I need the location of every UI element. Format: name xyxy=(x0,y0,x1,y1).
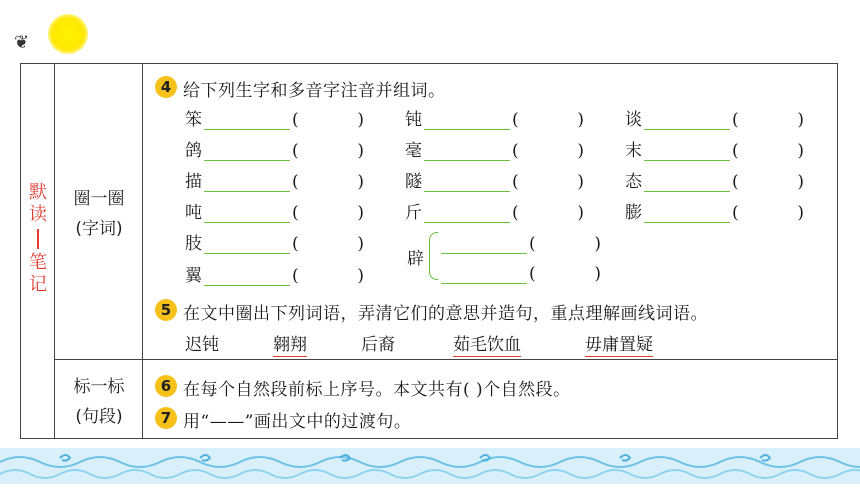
word-houyi: 后裔 xyxy=(361,335,395,355)
side-char: 读 xyxy=(29,204,47,225)
pinyin-parens[interactable]: ( ) xyxy=(732,141,804,161)
answer-blank[interactable] xyxy=(204,171,290,192)
pinyin-parens[interactable]: ( ) xyxy=(292,172,364,192)
section-subtitle: (字词) xyxy=(75,219,123,239)
pinyin-parens[interactable]: ( ) xyxy=(732,203,804,223)
answer-blank[interactable] xyxy=(424,109,510,130)
word-wuyongzhiyi-underlined: 毋庸置疑 xyxy=(585,330,653,357)
side-label-mo-du-bi-ji xyxy=(21,182,55,296)
brace-icon xyxy=(429,232,438,280)
question-5-text: 在文中圈出下列词语，弄清它们的意思并造句，重点理解画线词语。 xyxy=(183,304,708,324)
side-char: 默 xyxy=(29,182,47,203)
section-divider xyxy=(55,359,837,360)
answer-blank[interactable] xyxy=(441,233,527,254)
answer-blank[interactable] xyxy=(644,171,730,192)
pinyin-parens[interactable]: ( ) xyxy=(292,110,364,130)
poly-reading-1 xyxy=(439,228,601,254)
pinyin-parens[interactable]: ( ) xyxy=(292,203,364,223)
pinyin-parens[interactable]: ( ) xyxy=(512,172,584,192)
feather-icon: ❦ xyxy=(14,32,30,53)
char-item: 末 ( ) xyxy=(625,141,804,161)
section-subtitle: (句段) xyxy=(75,407,123,427)
char-item: 毫 ( ) xyxy=(405,141,584,161)
question-7-text: 用“——”画出文中的过渡句。 xyxy=(183,412,412,432)
section-label-mark xyxy=(55,372,143,432)
answer-blank[interactable] xyxy=(644,202,730,223)
char-item: 膨 ( ) xyxy=(625,203,804,223)
pinyin-parens[interactable]: ( ) xyxy=(732,172,804,192)
side-dash xyxy=(37,229,39,249)
pinyin-parens[interactable]: ( ) xyxy=(512,110,584,130)
wave-border-decoration xyxy=(0,448,860,484)
char-item: 谈 ( ) xyxy=(625,110,804,130)
answer-blank[interactable] xyxy=(204,109,290,130)
sun-decoration xyxy=(48,14,88,54)
pinyin-parens[interactable]: ( ) xyxy=(529,264,601,284)
char-item: 钝 ( ) xyxy=(405,110,584,130)
answer-blank[interactable] xyxy=(644,109,730,130)
polyphonic-char: 辟 xyxy=(407,249,424,269)
char-item: 肢 ( ) xyxy=(185,234,364,254)
question-5-badge: 5 xyxy=(155,299,177,321)
answer-blank[interactable] xyxy=(204,140,290,161)
side-char: 笔 xyxy=(29,252,47,273)
char-item: 隧 ( ) xyxy=(405,172,584,192)
answer-blank[interactable] xyxy=(204,202,290,223)
answer-blank[interactable] xyxy=(204,233,290,254)
worksheet-table xyxy=(20,63,838,439)
answer-blank[interactable] xyxy=(204,265,290,286)
word-rumaoyinxue-underlined: 茹毛饮血 xyxy=(453,330,521,357)
pinyin-parens[interactable]: ( ) xyxy=(512,141,584,161)
poly-reading-2 xyxy=(439,258,601,284)
answer-blank[interactable] xyxy=(441,263,527,284)
char-item: 斤 ( ) xyxy=(405,203,584,223)
question-4-badge: 4 xyxy=(155,76,177,98)
side-char: 记 xyxy=(29,274,47,295)
pinyin-parens[interactable]: ( ) xyxy=(292,141,364,161)
answer-blank[interactable] xyxy=(424,202,510,223)
pinyin-parens[interactable]: ( ) xyxy=(512,203,584,223)
answer-blank[interactable] xyxy=(424,140,510,161)
char-item: 吨 ( ) xyxy=(185,203,364,223)
section-title: 标一标 xyxy=(73,377,125,397)
question-6-text: 在每个自然段前标上序号。本文共有( )个自然段。 xyxy=(183,380,571,400)
word-chidun: 迟钝 xyxy=(185,335,219,355)
pinyin-parens[interactable]: ( ) xyxy=(292,234,364,254)
char-item: 笨 ( ) xyxy=(185,110,364,130)
question-4-text: 给下列生字和多音字注音并组词。 xyxy=(183,81,446,101)
pinyin-parens[interactable]: ( ) xyxy=(529,234,601,254)
section-label-circle xyxy=(55,184,143,244)
char-item: 态 ( ) xyxy=(625,172,804,192)
pinyin-parens[interactable]: ( ) xyxy=(292,266,364,286)
answer-blank[interactable] xyxy=(424,171,510,192)
char-item: 翼 ( ) xyxy=(185,266,364,286)
question-6-badge: 6 xyxy=(155,375,177,397)
wave-pattern xyxy=(0,448,860,484)
char-item: 鸽 ( ) xyxy=(185,141,364,161)
pinyin-parens[interactable]: ( ) xyxy=(732,110,804,130)
char-item: 描 ( ) xyxy=(185,172,364,192)
word-aoxiang-underlined: 翱翔 xyxy=(273,330,307,357)
answer-blank[interactable] xyxy=(644,140,730,161)
section-title: 圈一圈 xyxy=(73,189,125,209)
question-7-badge: 7 xyxy=(155,407,177,429)
